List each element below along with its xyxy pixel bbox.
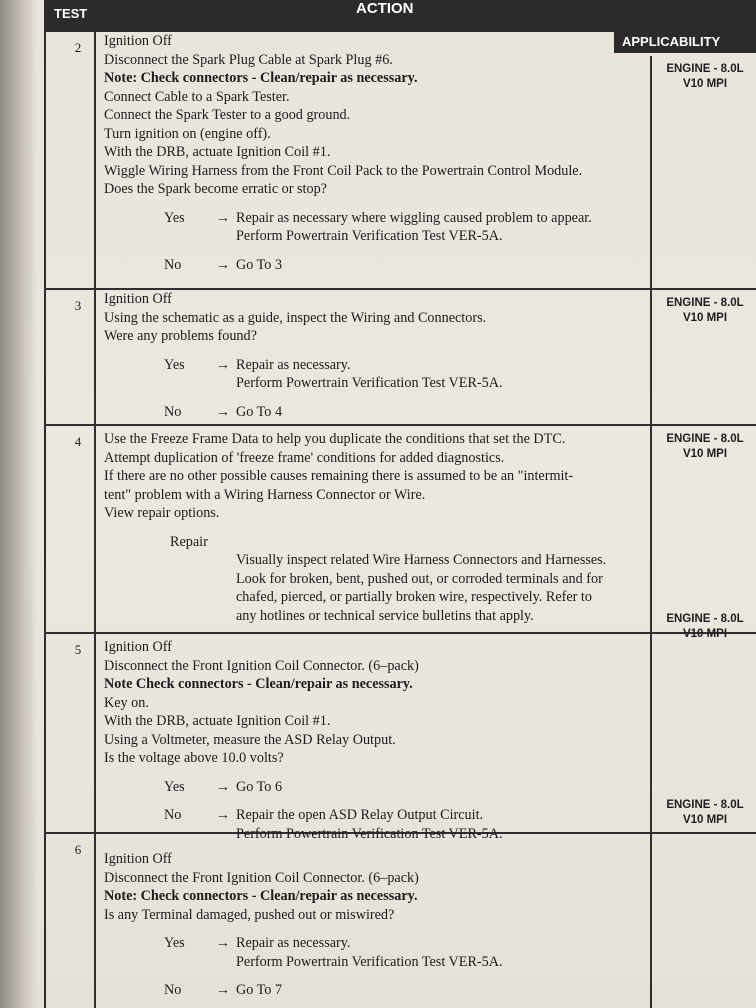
action-line: Use the Freeze Frame Data to help you duplicate the conditions that set the DTC. xyxy=(104,431,566,447)
no-branch xyxy=(104,403,664,422)
action-line: Attempt duplication of 'freeze frame' conditions for added diagnostics. xyxy=(104,449,505,466)
action-line: Turn ignition on (engine off). xyxy=(104,125,271,142)
engine-type: V10 MPI xyxy=(682,628,728,640)
no-action: Go To 7 xyxy=(236,982,283,998)
engine-type: V10 MPI xyxy=(682,814,728,826)
action-line: Connect Cable to a Spark Tester. xyxy=(104,88,290,105)
applicability-cell xyxy=(650,798,756,828)
action-question: Is any Terminal damaged, pushed out or miswired? xyxy=(104,906,395,923)
action-question: Does the Spark become erratic or stop? xyxy=(104,181,327,197)
yes-action: Perform Powertrain Verification Test VER-5A. xyxy=(236,375,503,391)
header-applicability: APPLICABILITY xyxy=(614,30,756,53)
applicability-cell xyxy=(650,296,756,326)
no-branch xyxy=(104,981,664,1000)
yes-branch xyxy=(104,778,664,797)
action-question: Were any problems found? xyxy=(104,328,257,344)
no-label: No xyxy=(164,982,182,998)
action-line: With the DRB, actuate Ignition Coil #1. xyxy=(104,144,331,160)
engine-label: ENGINE - 8.0L xyxy=(666,799,744,811)
yes-action: Perform Powertrain Verification Test VER-5A. xyxy=(236,953,503,970)
action-cell xyxy=(104,638,664,843)
action-line: Wiggle Wiring Harness from the Front Coil Pack to the Powertrain Control Module. xyxy=(104,162,583,179)
yes-label: Yes xyxy=(164,778,185,795)
test-row-3 xyxy=(44,290,756,424)
action-line: Disconnect the Front Ignition Coil Connector. (6–pack) xyxy=(104,869,419,886)
engine-label: ENGINE - 8.0L xyxy=(666,433,744,445)
action-line: View repair options. xyxy=(104,505,220,521)
yes-label: Yes xyxy=(164,209,185,226)
action-line: tent" problem with a Wiring Harness Connector or Wire. xyxy=(104,486,426,503)
test-number: 3 xyxy=(74,298,82,313)
yes-label: Yes xyxy=(164,356,185,373)
action-line: Ignition Off xyxy=(104,291,172,307)
repair-line: Visually inspect related Wire Harness Connectors and Harnesses. xyxy=(236,552,607,568)
action-line: Ignition Off xyxy=(104,33,172,49)
applicability-cell xyxy=(650,612,756,642)
header-action: ACTION xyxy=(356,0,414,17)
test-number: 2 xyxy=(74,40,82,55)
engine-type: V10 MPI xyxy=(682,448,728,460)
action-note: Note Check connectors - Clean/repair as necessary. xyxy=(104,676,413,692)
yes-action: Go To 6 xyxy=(236,778,283,795)
no-action: Repair the open ASD Relay Output Circuit. xyxy=(236,807,484,823)
action-question: Is the voltage above 10.0 volts? xyxy=(104,750,284,766)
test-number: 6 xyxy=(74,842,82,857)
test-number: 5 xyxy=(74,642,82,657)
engine-type: V10 MPI xyxy=(682,78,728,90)
yes-branch xyxy=(104,209,664,246)
no-label: No xyxy=(164,403,182,420)
repair-line: Look for broken, bent, pushed out, or corroded terminals and for xyxy=(236,570,603,587)
action-line: If there are no other possible causes remaining there is assumed to be an "intermit- xyxy=(104,468,574,484)
test-row-2 xyxy=(44,32,756,288)
arrow-icon: → xyxy=(215,356,231,373)
action-note: Note: Check connectors - Clean/repair as necessary. xyxy=(104,888,418,904)
yes-label: Yes xyxy=(164,935,185,951)
yes-branch xyxy=(104,356,664,393)
action-line: Using a Voltmeter, measure the ASD Relay Output. xyxy=(104,731,396,748)
action-cell xyxy=(104,430,664,625)
action-cell xyxy=(104,850,664,1000)
action-cell xyxy=(104,290,664,421)
action-line: Disconnect the Spark Plug Cable at Spark Plug #6. xyxy=(104,51,393,68)
yes-action: Repair as necessary. xyxy=(236,356,351,373)
repair-label: Repair xyxy=(170,533,208,550)
action-note: Note: Check connectors - Clean/repair as necessary. xyxy=(104,70,418,86)
action-cell xyxy=(104,32,664,274)
repair-line: chafed, pierced, or partially broken wire, respectively. Refer to xyxy=(236,589,592,605)
arrow-icon: → xyxy=(215,209,231,226)
header-test: TEST xyxy=(54,6,88,21)
action-line: Ignition Off xyxy=(104,639,172,655)
engine-label: ENGINE - 8.0L xyxy=(666,297,744,309)
engine-label: ENGINE - 8.0L xyxy=(666,613,744,625)
yes-action: Repair as necessary. xyxy=(236,935,351,951)
no-label: No xyxy=(164,256,182,273)
arrow-icon: → xyxy=(215,778,231,795)
engine-type: V10 MPI xyxy=(682,312,728,324)
no-action: Perform Powertrain Verification Test VER-5A. xyxy=(236,825,503,842)
no-label: No xyxy=(164,807,182,823)
engine-label: ENGINE - 8.0L xyxy=(666,63,744,75)
action-line: Using the schematic as a guide, inspect the Wiring and Connectors. xyxy=(104,309,487,326)
no-action: Go To 4 xyxy=(236,403,283,420)
yes-branch xyxy=(104,934,664,971)
arrow-icon: → xyxy=(215,403,231,420)
test-row-4 xyxy=(44,426,756,632)
page-gutter-shadow xyxy=(0,0,38,1008)
action-line: Disconnect the Front Ignition Coil Connector. (6–pack) xyxy=(104,657,419,674)
arrow-icon: → xyxy=(215,935,231,951)
applicability-cell xyxy=(650,432,756,462)
table-header xyxy=(44,0,756,32)
action-line: Ignition Off xyxy=(104,851,172,867)
action-line: Connect the Spark Tester to a good ground. xyxy=(104,107,351,123)
no-action: Go To 3 xyxy=(236,256,283,273)
arrow-icon: → xyxy=(215,256,231,273)
arrow-icon: → xyxy=(215,807,231,823)
arrow-icon: → xyxy=(215,982,231,998)
no-branch xyxy=(104,256,664,275)
action-line: Key on. xyxy=(104,694,149,711)
repair-line: any hotlines or technical service bulletins that apply. xyxy=(236,607,534,624)
action-line: With the DRB, actuate Ignition Coil #1. xyxy=(104,713,331,729)
test-number: 4 xyxy=(74,434,82,449)
applicability-cell xyxy=(650,62,756,92)
yes-action: Repair as necessary where wiggling caused problem to appear. xyxy=(236,209,592,226)
yes-action: Perform Powertrain Verification Test VER-5A. xyxy=(236,228,503,244)
